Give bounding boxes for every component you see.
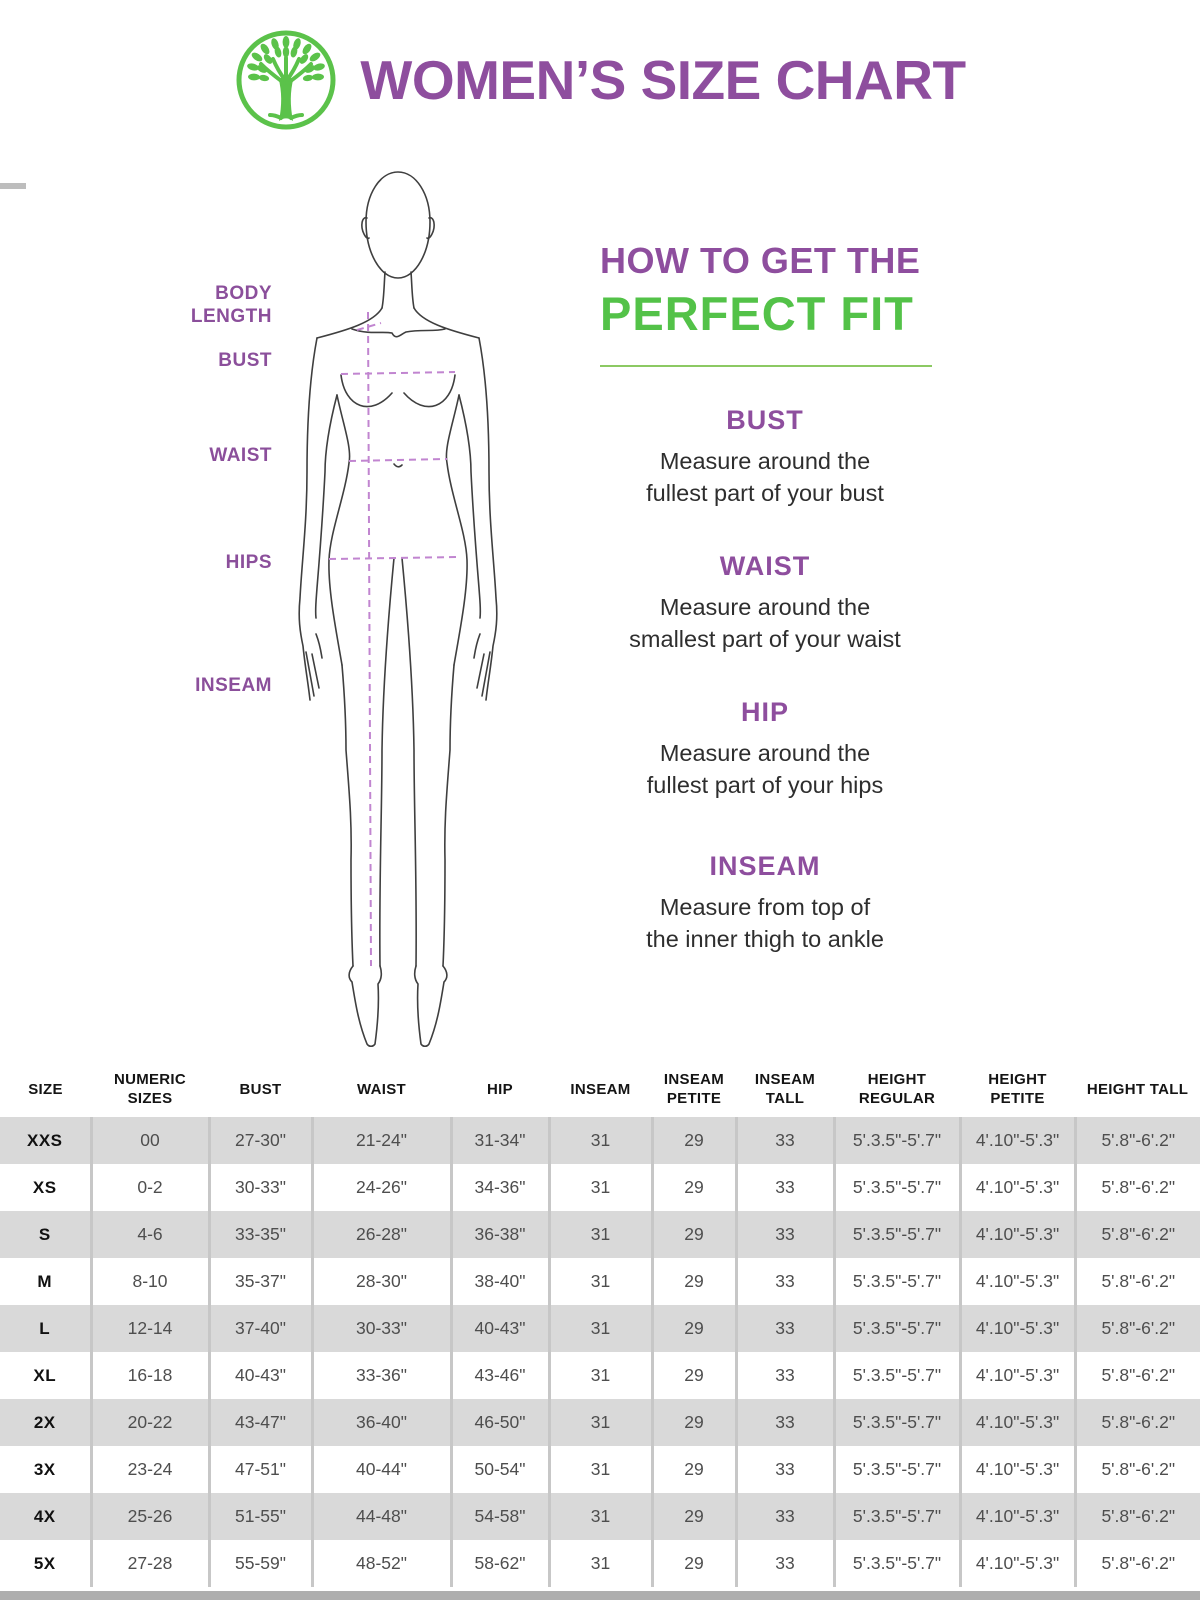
value-cell: 24-26" <box>312 1164 451 1211</box>
value-cell: 4-6 <box>91 1211 209 1258</box>
value-cell: 5'.3.5"-5'.7" <box>834 1164 960 1211</box>
value-cell: 31 <box>549 1117 652 1164</box>
value-cell: 5'.3.5"-5'.7" <box>834 1352 960 1399</box>
table-row <box>0 1446 1200 1493</box>
guide-section-text-line: Measure around the <box>659 448 871 474</box>
value-cell: 47-51" <box>209 1446 312 1493</box>
value-cell: 34-36" <box>451 1164 549 1211</box>
guide-section-text-line: smallest part of your waist <box>629 625 901 652</box>
value-cell: 20-22 <box>91 1399 209 1446</box>
value-cell: 27-28 <box>91 1540 209 1587</box>
value-cell: 21-24" <box>312 1117 451 1164</box>
column-header: WAIST <box>357 1080 406 1098</box>
table-row <box>0 1164 1200 1211</box>
figure-label-waist: WAIST <box>209 445 272 466</box>
value-cell: 40-43" <box>451 1305 549 1352</box>
value-cell: 29 <box>652 1493 736 1540</box>
value-cell: 5'.8"-6'.2" <box>1075 1258 1200 1305</box>
value-cell: 58-62" <box>451 1540 549 1587</box>
value-cell: 5'.3.5"-5'.7" <box>834 1446 960 1493</box>
value-cell: 5'.8"-6'.2" <box>1075 1399 1200 1446</box>
size-cell: M <box>37 1271 53 1291</box>
body-figure-illustration <box>270 160 510 1055</box>
value-cell: 33 <box>736 1117 834 1164</box>
figure-label-body-length: BODY LENGTH <box>190 283 272 328</box>
column-header: INSEAM <box>570 1080 631 1098</box>
value-cell: 5'.3.5"-5'.7" <box>834 1493 960 1540</box>
value-cell: 30-33" <box>209 1164 312 1211</box>
value-cell: 55-59" <box>209 1540 312 1587</box>
value-cell: 33 <box>736 1305 834 1352</box>
guide-heading-line1: HOW TO GET THE <box>600 240 921 281</box>
value-cell: 33-35" <box>209 1211 312 1258</box>
guide-section-title: WAIST <box>719 551 811 581</box>
column-header: HEIGHT REGULAR <box>858 1071 936 1107</box>
value-cell: 8-10 <box>91 1258 209 1305</box>
value-cell: 00 <box>91 1117 209 1164</box>
value-cell: 33 <box>736 1211 834 1258</box>
value-cell: 27-30" <box>209 1117 312 1164</box>
value-cell: 5'.8"-6'.2" <box>1075 1540 1200 1587</box>
value-cell: 31-34" <box>451 1117 549 1164</box>
table-header-row <box>0 1063 1200 1117</box>
value-cell: 5'.3.5"-5'.7" <box>834 1540 960 1587</box>
value-cell: 33 <box>736 1493 834 1540</box>
value-cell: 50-54" <box>451 1446 549 1493</box>
column-header: HEIGHT PETITE <box>988 1071 1047 1107</box>
value-cell: 5'.3.5"-5'.7" <box>834 1399 960 1446</box>
value-cell: 43-46" <box>451 1352 549 1399</box>
value-cell: 5'.8"-6'.2" <box>1075 1305 1200 1352</box>
guide-section-bust <box>575 405 955 509</box>
value-cell: 31 <box>549 1399 652 1446</box>
value-cell: 23-24 <box>91 1446 209 1493</box>
table-row <box>0 1258 1200 1305</box>
value-cell: 4'.10"-5'.3" <box>960 1493 1075 1540</box>
guide-section-title: INSEAM <box>709 851 821 881</box>
value-cell: 4'.10"-5'.3" <box>960 1211 1075 1258</box>
value-cell: 29 <box>652 1117 736 1164</box>
column-header: HIP <box>487 1080 513 1098</box>
value-cell: 35-37" <box>209 1258 312 1305</box>
figure-label-hips: HIPS <box>225 552 272 573</box>
value-cell: 5'.8"-6'.2" <box>1075 1446 1200 1493</box>
value-cell: 46-50" <box>451 1399 549 1446</box>
value-cell: 48-52" <box>312 1540 451 1587</box>
table-bottom-border <box>0 1591 1200 1600</box>
table-row <box>0 1117 1200 1164</box>
value-cell: 33 <box>736 1352 834 1399</box>
value-cell: 51-55" <box>209 1493 312 1540</box>
value-cell: 4'.10"-5'.3" <box>960 1352 1075 1399</box>
value-cell: 29 <box>652 1164 736 1211</box>
value-cell: 4'.10"-5'.3" <box>960 1117 1075 1164</box>
guide-section-inseam <box>575 851 955 955</box>
size-table <box>0 1063 1200 1587</box>
value-cell: 0-2 <box>91 1164 209 1211</box>
value-cell: 38-40" <box>451 1258 549 1305</box>
edge-artifact-dash <box>0 183 26 189</box>
size-cell: 4X <box>0 1493 91 1540</box>
column-header: INSEAM TALL <box>754 1071 816 1107</box>
value-cell: 37-40" <box>209 1305 312 1352</box>
table-row <box>0 1399 1200 1446</box>
value-cell: 5'.8"-6'.2" <box>1075 1164 1200 1211</box>
value-cell: 31 <box>549 1352 652 1399</box>
value-cell: 40-44" <box>312 1446 451 1493</box>
table-row <box>0 1211 1200 1258</box>
value-cell: 29 <box>652 1540 736 1587</box>
value-cell: 33 <box>736 1258 834 1305</box>
tree-logo-icon <box>234 28 338 132</box>
value-cell: 29 <box>652 1399 736 1446</box>
value-cell: 31 <box>549 1540 652 1587</box>
guide-section-text-line: Measure around the <box>659 740 871 766</box>
value-cell: 4'.10"-5'.3" <box>960 1399 1075 1446</box>
size-cell: XS <box>32 1177 57 1197</box>
value-cell: 29 <box>652 1305 736 1352</box>
value-cell: 29 <box>652 1446 736 1493</box>
figure-label-inseam: INSEAM <box>195 675 272 696</box>
size-cell: 3X <box>33 1459 56 1479</box>
column-header: SIZE <box>28 1080 63 1098</box>
table-row <box>0 1305 1200 1352</box>
value-cell: 31 <box>549 1493 652 1540</box>
table-row <box>0 1352 1200 1399</box>
table-row <box>0 1540 1200 1587</box>
column-header: HEIGHT TALL <box>1086 1080 1189 1098</box>
page-title: WOMEN’S SIZE CHART <box>360 49 966 111</box>
value-cell: 16-18 <box>91 1352 209 1399</box>
value-cell: 4'.10"-5'.3" <box>960 1540 1075 1587</box>
value-cell: 36-40" <box>312 1399 451 1446</box>
value-cell: 25-26 <box>91 1493 209 1540</box>
value-cell: 5'.8"-6'.2" <box>1075 1117 1200 1164</box>
value-cell: 31 <box>549 1258 652 1305</box>
size-cell: XL <box>33 1365 57 1385</box>
value-cell: 33-36" <box>312 1352 451 1399</box>
guide-divider <box>600 365 932 367</box>
value-cell: 30-33" <box>312 1305 451 1352</box>
value-cell: 36-38" <box>451 1211 549 1258</box>
size-cell: 2X <box>0 1399 91 1446</box>
value-cell: 5'.8"-6'.2" <box>1075 1211 1200 1258</box>
value-cell: 31 <box>549 1305 652 1352</box>
size-cell: L <box>0 1305 91 1352</box>
value-cell: 5'.3.5"-5'.7" <box>834 1211 960 1258</box>
value-cell: 33 <box>736 1399 834 1446</box>
value-cell: 4'.10"-5'.3" <box>960 1446 1075 1493</box>
value-cell: 5'.3.5"-5'.7" <box>834 1117 960 1164</box>
value-cell: 33 <box>736 1540 834 1587</box>
value-cell: 4'.10"-5'.3" <box>960 1258 1075 1305</box>
value-cell: 26-28" <box>312 1211 451 1258</box>
value-cell: 31 <box>549 1164 652 1211</box>
value-cell: 5'.8"-6'.2" <box>1075 1352 1200 1399</box>
guide-heading <box>575 240 945 341</box>
guide-section-text-line: Measure around the <box>659 594 871 620</box>
value-cell: 31 <box>549 1446 652 1493</box>
guide-section-title: BUST <box>726 405 804 435</box>
value-cell: 5'.3.5"-5'.7" <box>834 1305 960 1352</box>
guide-section-text-line: Measure from top of <box>659 894 871 920</box>
guide-section-waist <box>575 551 955 655</box>
table-row <box>0 1493 1200 1540</box>
measurement-dashed-lines <box>329 312 459 966</box>
value-cell: 54-58" <box>451 1493 549 1540</box>
size-cell: XXS <box>0 1117 91 1164</box>
guide-heading-line2: PERFECT FIT <box>600 287 914 340</box>
guide-section-text-line: the inner thigh to ankle <box>646 925 884 952</box>
size-cell: 5X <box>33 1553 56 1573</box>
value-cell: 5'.8"-6'.2" <box>1075 1493 1200 1540</box>
value-cell: 4'.10"-5'.3" <box>960 1305 1075 1352</box>
column-header: BUST <box>239 1080 282 1098</box>
size-cell: S <box>0 1211 91 1258</box>
column-header: INSEAM PETITE <box>663 1071 725 1107</box>
value-cell: 33 <box>736 1446 834 1493</box>
value-cell: 31 <box>549 1211 652 1258</box>
figure-label-bust: BUST <box>218 350 272 371</box>
value-cell: 29 <box>652 1211 736 1258</box>
value-cell: 33 <box>736 1164 834 1211</box>
value-cell: 5'.3.5"-5'.7" <box>834 1258 960 1305</box>
value-cell: 29 <box>652 1258 736 1305</box>
guide-section-text-line: fullest part of your bust <box>646 479 884 506</box>
page-header <box>0 28 1200 132</box>
guide-section-hip <box>575 697 955 801</box>
column-header: NUMERIC SIZES <box>113 1071 187 1107</box>
guide-section-text-line: fullest part of your hips <box>646 771 884 798</box>
value-cell: 44-48" <box>312 1493 451 1540</box>
value-cell: 43-47" <box>209 1399 312 1446</box>
guide-section-title: HIP <box>740 697 789 727</box>
value-cell: 12-14 <box>91 1305 209 1352</box>
value-cell: 4'.10"-5'.3" <box>960 1164 1075 1211</box>
value-cell: 40-43" <box>209 1352 312 1399</box>
value-cell: 29 <box>652 1352 736 1399</box>
value-cell: 28-30" <box>312 1258 451 1305</box>
